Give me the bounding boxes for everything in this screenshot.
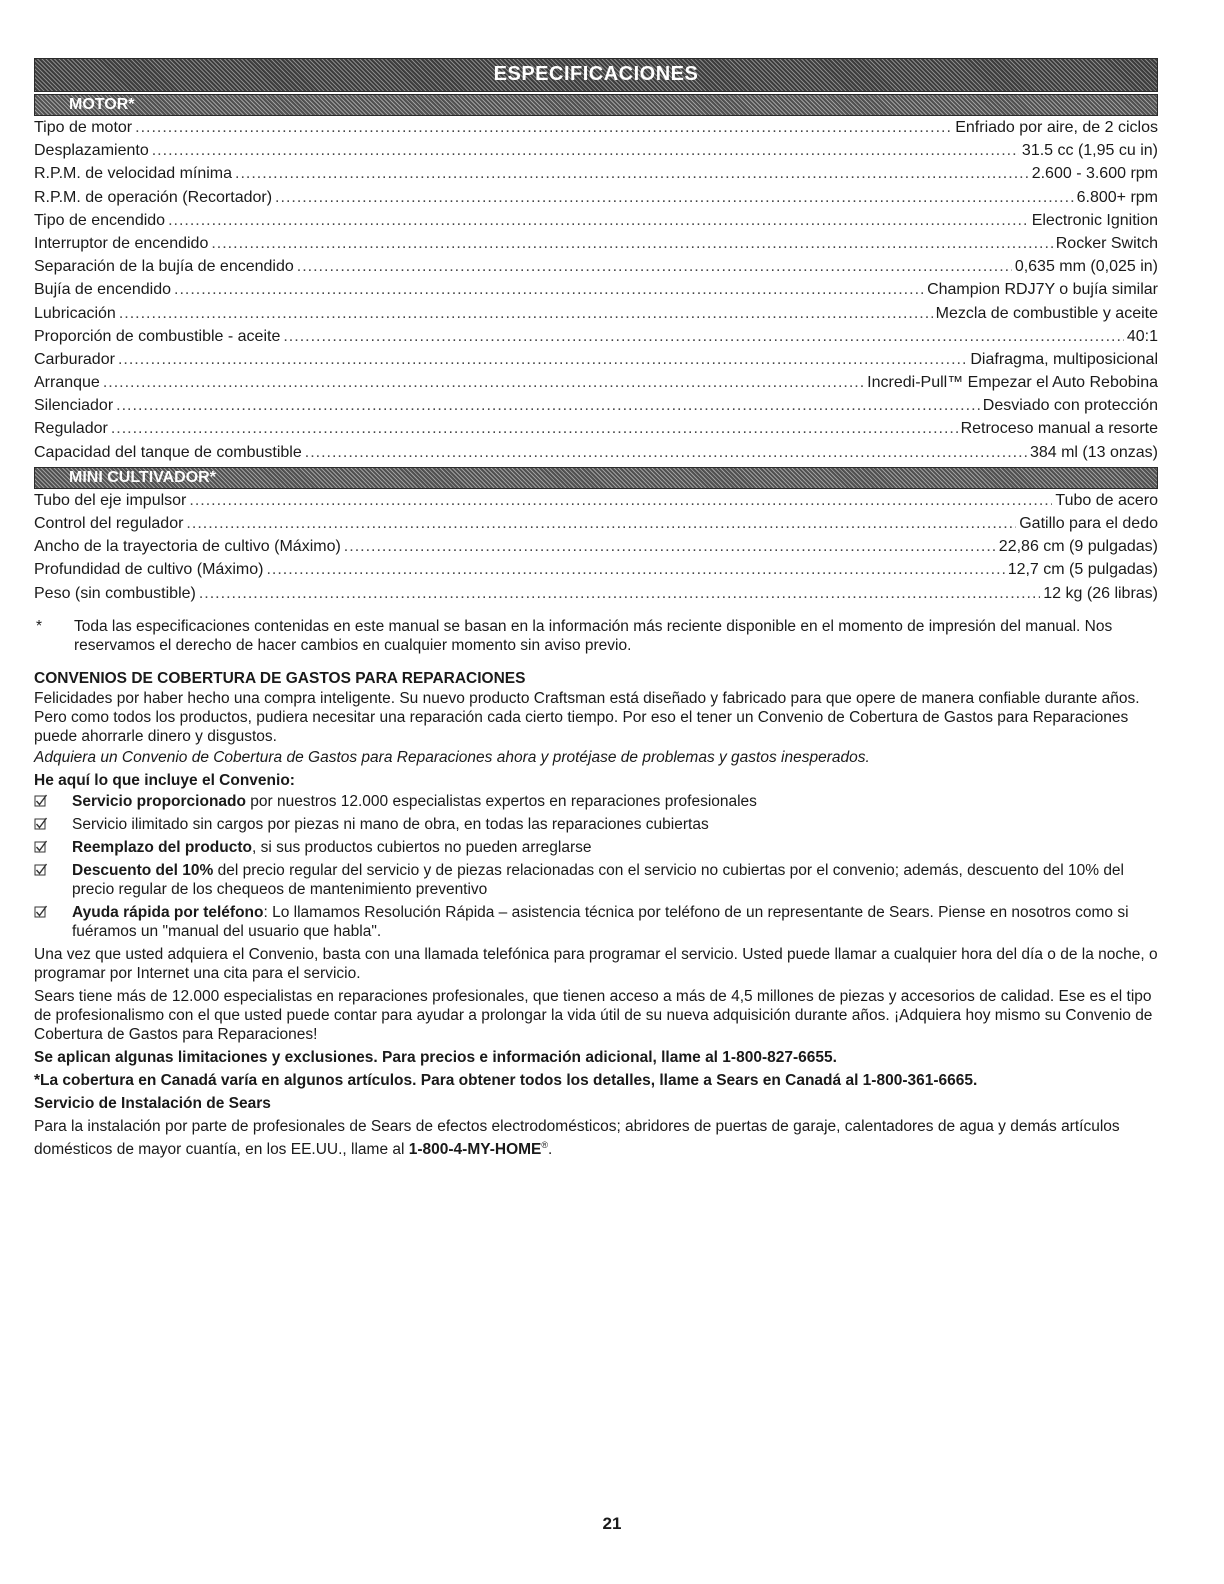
spec-label: Separación de la bujía de encendido — [34, 258, 294, 276]
spec-value: Retroceso manual a resorte — [960, 420, 1158, 438]
spec-label: Interruptor de encendido — [34, 234, 209, 252]
cultivator-section-band — [34, 467, 1158, 489]
checkbox-checked-icon — [34, 792, 72, 811]
spec-value: 22,86 cm (9 pulgadas) — [998, 538, 1158, 556]
installation-phone: 1-800-4-MY-HOME — [408, 1140, 542, 1158]
spec-value: Electronic Ignition — [1031, 211, 1158, 229]
benefit-list-item — [34, 903, 1158, 941]
benefit-bold: Descuento del 10% — [72, 861, 214, 879]
agreement-paragraph-call: Una vez que usted adquiera el Convenio, basta con una llamada telefónica para programar el servicio. Usted puede llamar a cualquier hora del día o de la noche, o programar por Internet una cita para el servicio. — [34, 945, 1158, 982]
leader-dots — [235, 162, 1029, 185]
specifications-footnote — [34, 617, 1158, 655]
motor-spec-row — [34, 348, 1158, 371]
motor-spec-row — [34, 325, 1158, 348]
spec-value: 31.5 cc (1,95 cu in) — [1021, 142, 1158, 160]
motor-spec-row — [34, 278, 1158, 301]
spec-label: Arranque — [34, 374, 100, 392]
benefit-text — [72, 838, 1158, 857]
benefit-text — [72, 815, 1158, 834]
motor-spec-row — [34, 394, 1158, 417]
motor-spec-row — [34, 441, 1158, 464]
spec-value: Mezcla de combustible y aceite — [935, 304, 1158, 322]
benefit-detail: Servicio ilimitado sin cargos por piezas ni mano de obra, en todas las reparaciones cubiertas — [72, 815, 709, 833]
cultivator-spec-row — [34, 558, 1158, 581]
agreement-intro: Felicidades por haber hecho una compra inteligente. Su nuevo producto Craftsman está diseñado y fabricado para que opere de manera confiable durante años. Pero como todos los productos, pudiera necesitar una reparación cada cierto tiempo. Por eso el tener un Convenio de Cobertura de Gastos para Reparaciones puede ahorrarle dinero y disgustos. — [34, 689, 1140, 745]
leader-dots — [275, 186, 1074, 209]
spec-value: 384 ml (13 onzas) — [1029, 443, 1158, 461]
benefit-bold: Reemplazo del producto — [72, 838, 252, 856]
motor-spec-row — [34, 255, 1158, 278]
spec-label: Ancho de la trayectoria de cultivo (Máximo) — [34, 538, 341, 556]
checkbox-checked-icon — [34, 861, 72, 899]
benefit-detail: , si sus productos cubiertos no pueden arreglarse — [252, 838, 592, 856]
spec-label: R.P.M. de velocidad mínima — [34, 165, 233, 183]
leader-dots — [199, 582, 1040, 605]
spec-value: Incredi-Pull™ Empezar el Auto Rebobina — [867, 374, 1158, 392]
benefit-text — [72, 861, 1158, 899]
leader-dots — [103, 371, 864, 394]
spec-value: 6.800+ rpm — [1076, 188, 1158, 206]
spec-label: Peso (sin combustible) — [34, 584, 196, 602]
benefit-text — [72, 792, 1158, 811]
checkbox-checked-icon — [34, 815, 72, 834]
checkbox-checked-icon — [34, 903, 72, 941]
spec-value: Desviado con protección — [982, 397, 1158, 415]
cultivator-spec-row — [34, 512, 1158, 535]
leader-dots — [305, 441, 1027, 464]
page-number: 21 — [602, 1514, 622, 1533]
spec-value: Enfriado por aire, de 2 ciclos — [955, 119, 1158, 136]
benefit-bold: Ayuda rápida por teléfono — [72, 903, 264, 921]
spec-label: R.P.M. de operación (Recortador) — [34, 188, 273, 206]
leader-dots — [266, 558, 1004, 581]
motor-spec-row — [34, 162, 1158, 185]
installation-text — [34, 1117, 1158, 1159]
leader-dots — [189, 489, 1052, 512]
benefit-detail: por nuestros 12.000 especialistas expertos en reparaciones profesionales — [245, 792, 757, 810]
leader-dots — [211, 232, 1052, 255]
agreement-benefits-list — [34, 792, 1158, 941]
motor-spec-row — [34, 139, 1158, 162]
spec-label: Regulador — [34, 420, 108, 438]
spec-label: Carburador — [34, 350, 115, 368]
spec-value: 0,635 mm (0,025 in) — [1014, 258, 1158, 276]
spec-value: Gatillo para el dedo — [1019, 515, 1158, 532]
spec-value: Rocker Switch — [1055, 234, 1158, 252]
leader-dots — [186, 512, 1016, 535]
specifications-header-band — [34, 58, 1158, 92]
cultivator-spec-row — [34, 535, 1158, 558]
leader-dots — [118, 348, 967, 371]
agreement-canada-note: *La cobertura en Canadá varía en algunos artículos. Para obtener todos los detalles, llame a Sears en Canadá al 1-800-361-6665. — [34, 1071, 978, 1089]
spec-value: 12 kg (26 libras) — [1043, 584, 1158, 602]
benefit-list-item — [34, 861, 1158, 899]
spec-label: Control del regulador — [34, 515, 184, 532]
leader-dots — [168, 209, 1029, 232]
spec-label: Tubo del eje impulsor — [34, 491, 187, 509]
spec-label: Tipo de motor — [34, 119, 133, 136]
agreement-heading: CONVENIOS DE COBERTURA DE GASTOS PARA REPARACIONES — [34, 669, 526, 687]
installation-end: . — [548, 1140, 553, 1158]
motor-spec-row — [34, 232, 1158, 255]
leader-dots — [152, 139, 1019, 162]
motor-spec-list — [34, 116, 1158, 464]
leader-dots — [116, 394, 980, 417]
agreement-limitations: Se aplican algunas limitaciones y exclusiones. Para precios e información adicional, llame al 1-800-827-6655. — [34, 1048, 837, 1066]
spec-label: Silenciador — [34, 397, 114, 415]
cultivator-spec-row — [34, 489, 1158, 512]
spec-label: Proporción de combustible - aceite — [34, 327, 281, 345]
spec-value: 2.600 - 3.600 rpm — [1031, 165, 1158, 183]
motor-spec-row — [34, 417, 1158, 440]
spec-label: Desplazamiento — [34, 142, 149, 160]
benefit-detail: : Lo llamamos Resolución Rápida – asistencia técnica por teléfono de un representante de Sears. Piense en nosotros como si fuéramos un "manual del usuario que habla". — [72, 903, 1129, 940]
cultivator-spec-row — [34, 582, 1158, 605]
motor-section-title: MOTOR* — [69, 96, 135, 113]
spec-value: 40:1 — [1126, 327, 1158, 345]
leader-dots — [344, 535, 996, 558]
benefit-list-item — [34, 792, 1158, 811]
page-title: ESPECIFICACIONES — [493, 63, 699, 85]
motor-section-band — [34, 94, 1158, 116]
leader-dots — [283, 325, 1124, 348]
spec-label: Tipo de encendido — [34, 211, 166, 229]
leader-dots — [174, 278, 924, 301]
leader-dots — [119, 302, 933, 325]
leader-dots — [297, 255, 1012, 278]
motor-spec-row — [34, 302, 1158, 325]
registered-mark: ® — [541, 1139, 549, 1150]
leader-dots — [135, 116, 952, 139]
installation-heading: Servicio de Instalación de Sears — [34, 1094, 271, 1112]
spec-label: Profundidad de cultivo (Máximo) — [34, 561, 264, 579]
motor-spec-row — [34, 186, 1158, 209]
benefit-text — [72, 903, 1158, 941]
benefit-list-item — [34, 838, 1158, 857]
spec-value: Champion RDJ7Y o bujía similar — [927, 281, 1158, 299]
leader-dots — [111, 417, 958, 440]
motor-spec-row — [34, 209, 1158, 232]
benefit-detail: del precio regular del servicio y de piezas relacionadas con el servicio no cubiertas por el convenio; además, descuento del 10% del precio regular de los chequeos de mantenimiento preventivo — [72, 861, 1124, 898]
agreement-includes-heading: He aquí lo que incluye el Convenio: — [34, 771, 295, 789]
motor-spec-row — [34, 371, 1158, 394]
benefit-list-item — [34, 815, 1158, 834]
motor-spec-row — [34, 116, 1158, 139]
footnote-text: Toda las especificaciones contenidas en este manual se basan en la información más reciente disponible en el momento de impresión del manual. Nos reservamos el derecho de hacer cambios en cualquier momento sin aviso previo. — [74, 617, 1113, 654]
benefit-bold: Servicio proporcionado — [72, 792, 246, 810]
checkbox-checked-icon — [34, 838, 72, 857]
spec-page — [34, 58, 1158, 1159]
spec-value: 12,7 cm (5 pulgadas) — [1007, 561, 1158, 579]
spec-label: Capacidad del tanque de combustible — [34, 443, 302, 461]
spec-label: Bujía de encendido — [34, 281, 171, 299]
spec-label: Lubricación — [34, 304, 116, 322]
agreement-paragraph-specialists: Sears tiene más de 12.000 especialistas en reparaciones profesionales, que tienen acceso a más de 4,5 millones de piezas y accesorios de calidad. Ese es el tipo de profesionalismo con el que usted puede contar para ayudar a prolongar la vida útil de su nueva adquisición durante años. ¡Adquiera hoy mismo su Convenio de Cobertura de Gastos para Reparaciones! — [34, 987, 1153, 1043]
spec-value: Diafragma, multiposicional — [970, 350, 1158, 368]
cultivator-spec-list — [34, 489, 1158, 605]
footnote-mark: * — [36, 617, 43, 635]
agreement-tagline: Adquiera un Convenio de Cobertura de Gastos para Reparaciones ahora y protéjase de problemas y gastos inesperados. — [34, 748, 870, 766]
installation-body: Para la instalación por parte de profesionales de Sears de efectos electrodomésticos; abridores de puertas de garaje, calentadores de agua y demás artículos domésticos de mayor cuantía, en los EE.UU., llame al — [34, 1117, 1120, 1158]
cultivator-section-title: MINI CULTIVADOR* — [69, 468, 216, 486]
spec-value: Tubo de acero — [1055, 491, 1158, 509]
